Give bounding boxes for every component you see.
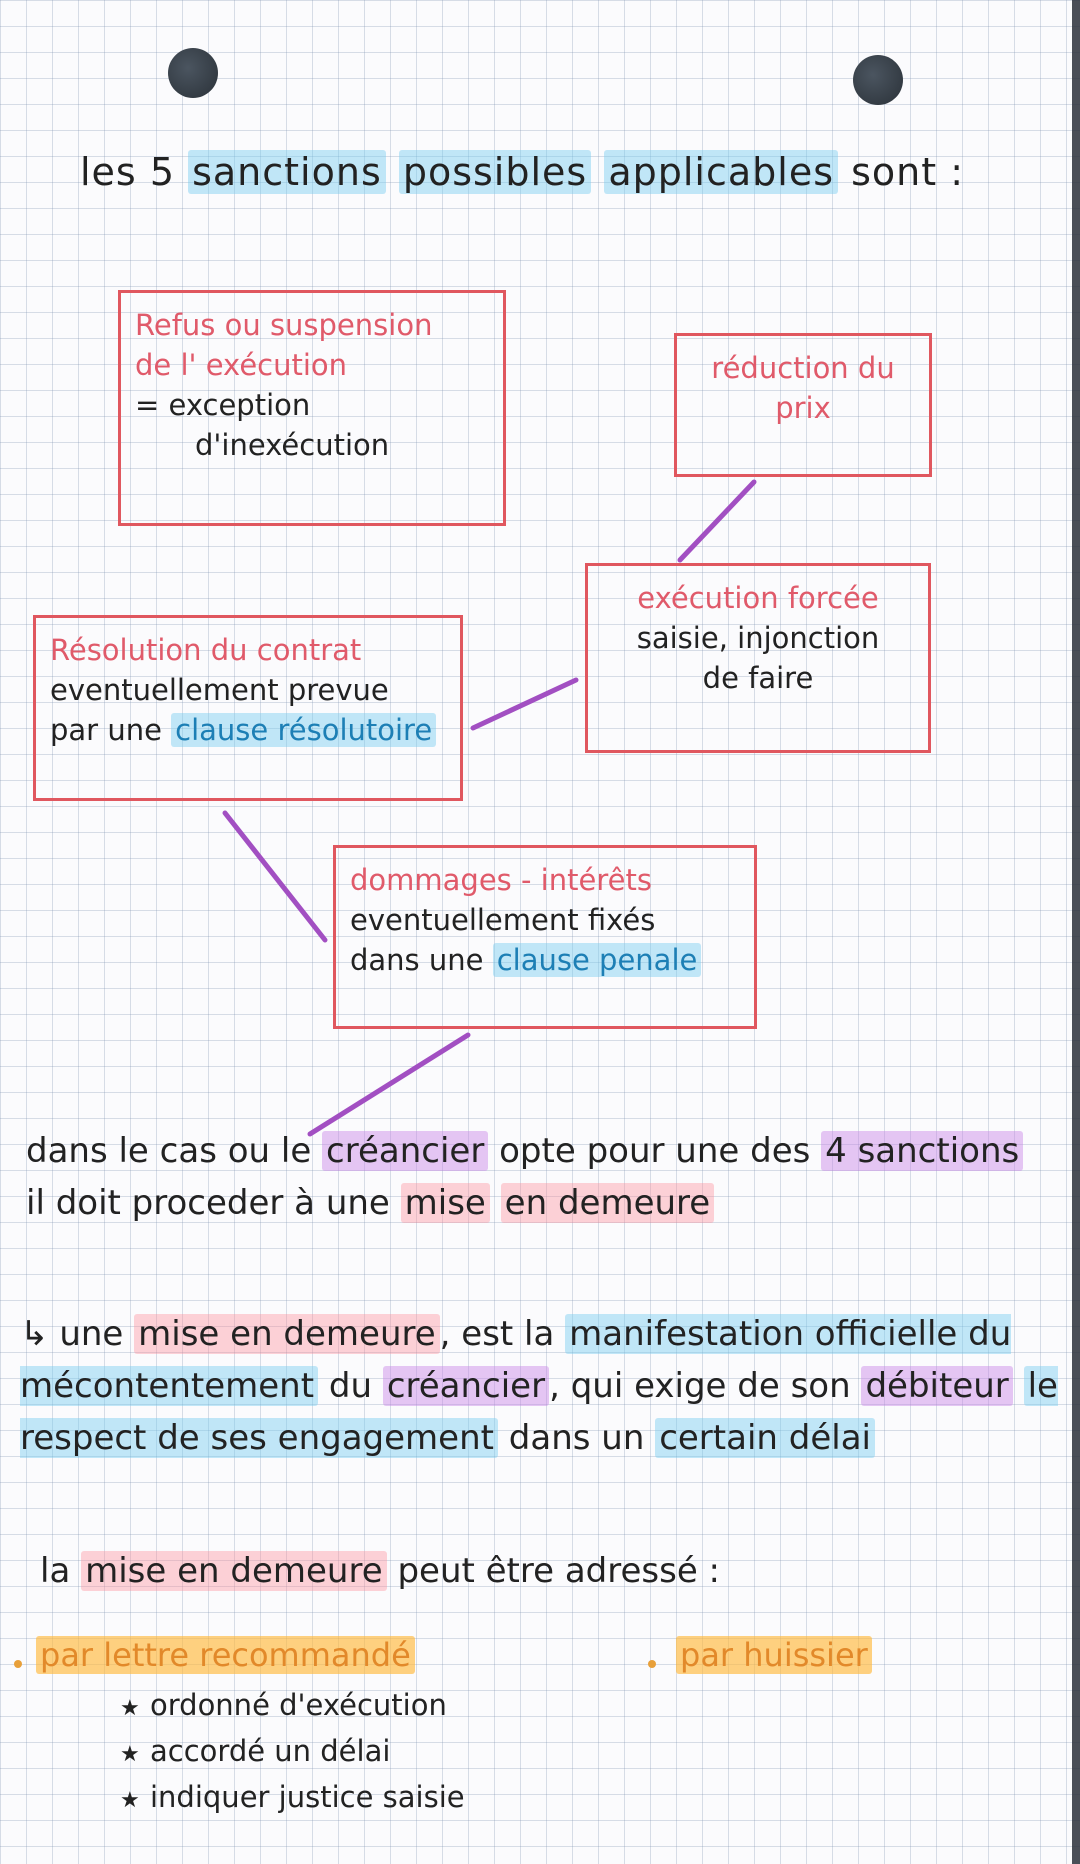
- mise-text-4: , qui exige de son: [549, 1366, 851, 1406]
- paragraph-cas-creancier: [26, 1125, 1026, 1229]
- execution-title: exécution forcée: [637, 581, 879, 615]
- connector-execution-resolution: [473, 680, 576, 728]
- bullet-icon: [14, 1660, 22, 1668]
- cas-en-demeure: en demeure: [501, 1183, 715, 1223]
- title-suffix: sont :: [851, 150, 965, 194]
- cas-creancier: créancier: [322, 1131, 488, 1171]
- star-icon: ★: [120, 1696, 140, 1721]
- dommages-title: dommages - intérêts: [350, 863, 652, 897]
- box-reduction-prix: [674, 333, 932, 477]
- mise-text-3: du: [328, 1366, 372, 1406]
- star-icon: ★: [120, 1742, 140, 1767]
- mise-text-1: une: [59, 1314, 124, 1354]
- option-lettre-label: par lettre recommandé: [36, 1636, 415, 1674]
- clause-penale: clause penale: [493, 943, 702, 977]
- option-lettre: [36, 1636, 415, 1674]
- mise-manifestation: manifestation officielle du mécontentement: [20, 1314, 1012, 1406]
- resolution-line-2: eventuellement prevue: [50, 673, 389, 707]
- paragraph-mise-en-demeure: [20, 1308, 1060, 1464]
- connector-resolution-dommages: [225, 813, 325, 940]
- box-execution-forcee: [585, 563, 931, 753]
- title-word-possibles: possibles: [399, 150, 591, 194]
- cas-text-1: dans le cas ou le: [26, 1131, 312, 1171]
- cas-text-3: il doit proceder à une: [26, 1183, 390, 1223]
- sub-item-text: ordonné d'exécution: [150, 1688, 447, 1722]
- mise-respect: le respect de ses engagement: [20, 1366, 1058, 1458]
- refus-line-1: Refus ou suspension: [135, 308, 433, 342]
- mise-text-5: dans un: [508, 1418, 645, 1458]
- option-huissier-label: par huissier: [676, 1636, 872, 1674]
- bullet-icon: [648, 1660, 656, 1668]
- title-prefix: les 5: [80, 150, 175, 194]
- resolution-line-3-prefix: par une: [50, 713, 162, 747]
- execution-line-2: saisie, injonction: [636, 621, 880, 655]
- adresse-text-1: la: [40, 1551, 71, 1591]
- mise-mise-en-demeure: mise en demeure: [134, 1314, 440, 1354]
- mise-text-2: , est la: [439, 1314, 555, 1354]
- mise-debiteur: débiteur: [861, 1366, 1012, 1406]
- dommages-line-3: [350, 940, 740, 980]
- connector-dommages-paragraph: [310, 1035, 468, 1134]
- sub-item-text: indiquer justice saisie: [150, 1780, 465, 1814]
- title-word-applicables: applicables: [604, 150, 838, 194]
- reduction-line-1: réduction du: [711, 351, 895, 385]
- adresse-mise-en-demeure: mise en demeure: [81, 1551, 387, 1591]
- refus-line-4: d'inexécution: [195, 428, 390, 462]
- title-word-sanctions: sanctions: [188, 150, 386, 194]
- resolution-title: Résolution du contrat: [50, 633, 362, 667]
- sub-item-text: accordé un délai: [150, 1734, 391, 1768]
- refus-line-2: de l' exécution: [135, 348, 348, 382]
- star-icon: ★: [120, 1788, 140, 1813]
- adresse-text-2: peut être adressé :: [397, 1551, 721, 1591]
- list-item: [120, 1776, 465, 1822]
- dommages-line-2: eventuellement fixés: [350, 903, 656, 937]
- cas-mise: mise: [401, 1183, 490, 1223]
- box-resolution-contrat: [33, 615, 463, 801]
- arrow-icon: ↳: [20, 1314, 49, 1354]
- reduction-line-2: prix: [775, 391, 831, 425]
- connector-execution-reduction: [680, 482, 754, 560]
- dommages-line-3-prefix: dans une: [350, 943, 484, 977]
- cas-sanctions: 4 sanctions: [821, 1131, 1023, 1171]
- box-refus-execution: [118, 290, 506, 526]
- cas-text-2: opte pour une des: [499, 1131, 811, 1171]
- list-item: [120, 1684, 465, 1730]
- resolution-line-3: [50, 710, 446, 750]
- box-dommages-interets: [333, 845, 757, 1029]
- mise-delai: certain délai: [655, 1418, 875, 1458]
- clause-resolutoire: clause résolutoire: [171, 713, 436, 747]
- list-item: [120, 1730, 465, 1776]
- refus-line-3: = exception: [135, 388, 311, 422]
- paragraph-adresse: [40, 1545, 1040, 1597]
- option-huissier: [676, 1636, 872, 1674]
- execution-line-3: de faire: [702, 661, 814, 695]
- mise-creancier: créancier: [383, 1366, 549, 1406]
- sub-list: [120, 1684, 465, 1822]
